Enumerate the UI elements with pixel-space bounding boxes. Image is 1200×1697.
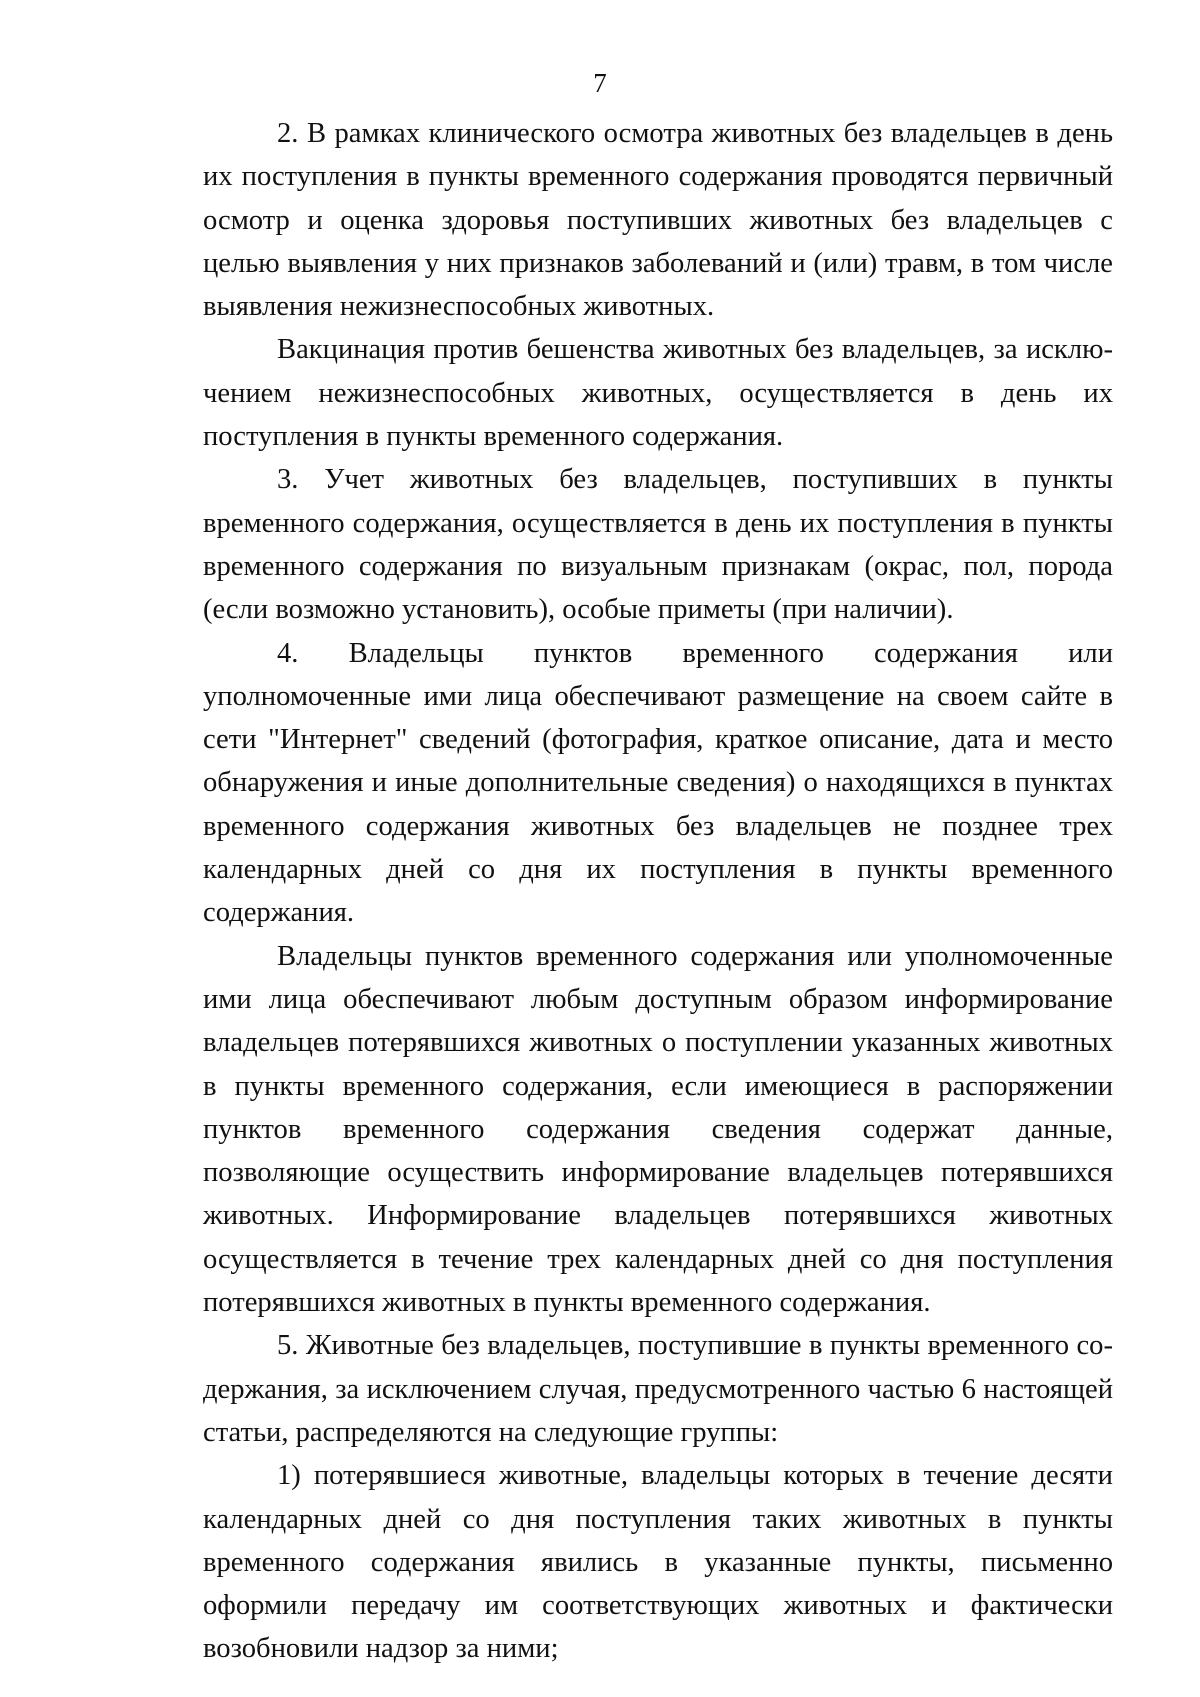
paragraph-rabies-vaccination: Вакцинация против бешенства животных без владельцев, за исключением нежизнеспособных животных, осуществляется в день их поступления в пункты временного содержания. <box>203 334 1113 453</box>
paragraph-group-1-lost-animals: 1) потерявшиеся животные, владельцы которых в течение десяти календарных дней со дня поступления таких животных в пункты временного содержания явились в указанные пункты, письменно оформили передачу им соответствующих животных и фактически возобновили надзор за ними; <box>203 1460 1113 1665</box>
paragraph-owner-notification: Владельцы пунктов временного содержания или уполномоченные ими лица обеспечивают любым доступным образом информирование владельцев потерявшихся животных о поступлении указанных животных в пункты временного содержания, если имеющиеся в распоряжении пунктов временного содержания сведения содержат данные, позволяющие осуществить информирование владельцев потерявшихся животных. Информирование владельцев потерявшихся животных осуществляется в течение трех календарных дней со дня поступления потерявшихся животных в пункты временного содержания. <box>203 940 1113 1319</box>
paragraph-internet-publication: 4. Владельцы пунктов временного содержания или уполномоченные ими лица обеспечивают размещение на своем сайте в сети "Интернет" сведений (фотография, краткое описание, дата и место обнаружения и иные дополнительные сведения) о находящихся в пунктах временного содержания животных без владельцев не позднее трех календарных дней со дня их поступления в пункты временного содержания. <box>203 637 1113 929</box>
paragraph-animal-groups: 5. Животные без владельцев, поступившие в пункты временного содержания, за исключением случая, предусмотренного частью 6 настоящей статьи, распределяются на следующие группы: <box>203 1330 1113 1448</box>
paragraph-animal-registration: 3. Учет животных без владельцев, поступивших в пункты временного содержания, осуществляется в день их поступления в пункты временного содержания по визуальным признакам (окрас, пол, порода (если возможно установить), особые приметы (при наличии). <box>203 464 1113 626</box>
document-body <box>203 112 1113 1671</box>
paragraph-clinical-examination: 2. В рамках клинического осмотра животных без владельцев в день их поступления в пункты временного содержания проводятся первичный осмотр и оценка здоровья поступивших животных без владельцев с целью выявления у них признаков заболеваний и (или) травм, в том числе выявления нежизнеспособных животных. <box>203 118 1113 323</box>
page-number: 7 <box>593 68 607 98</box>
